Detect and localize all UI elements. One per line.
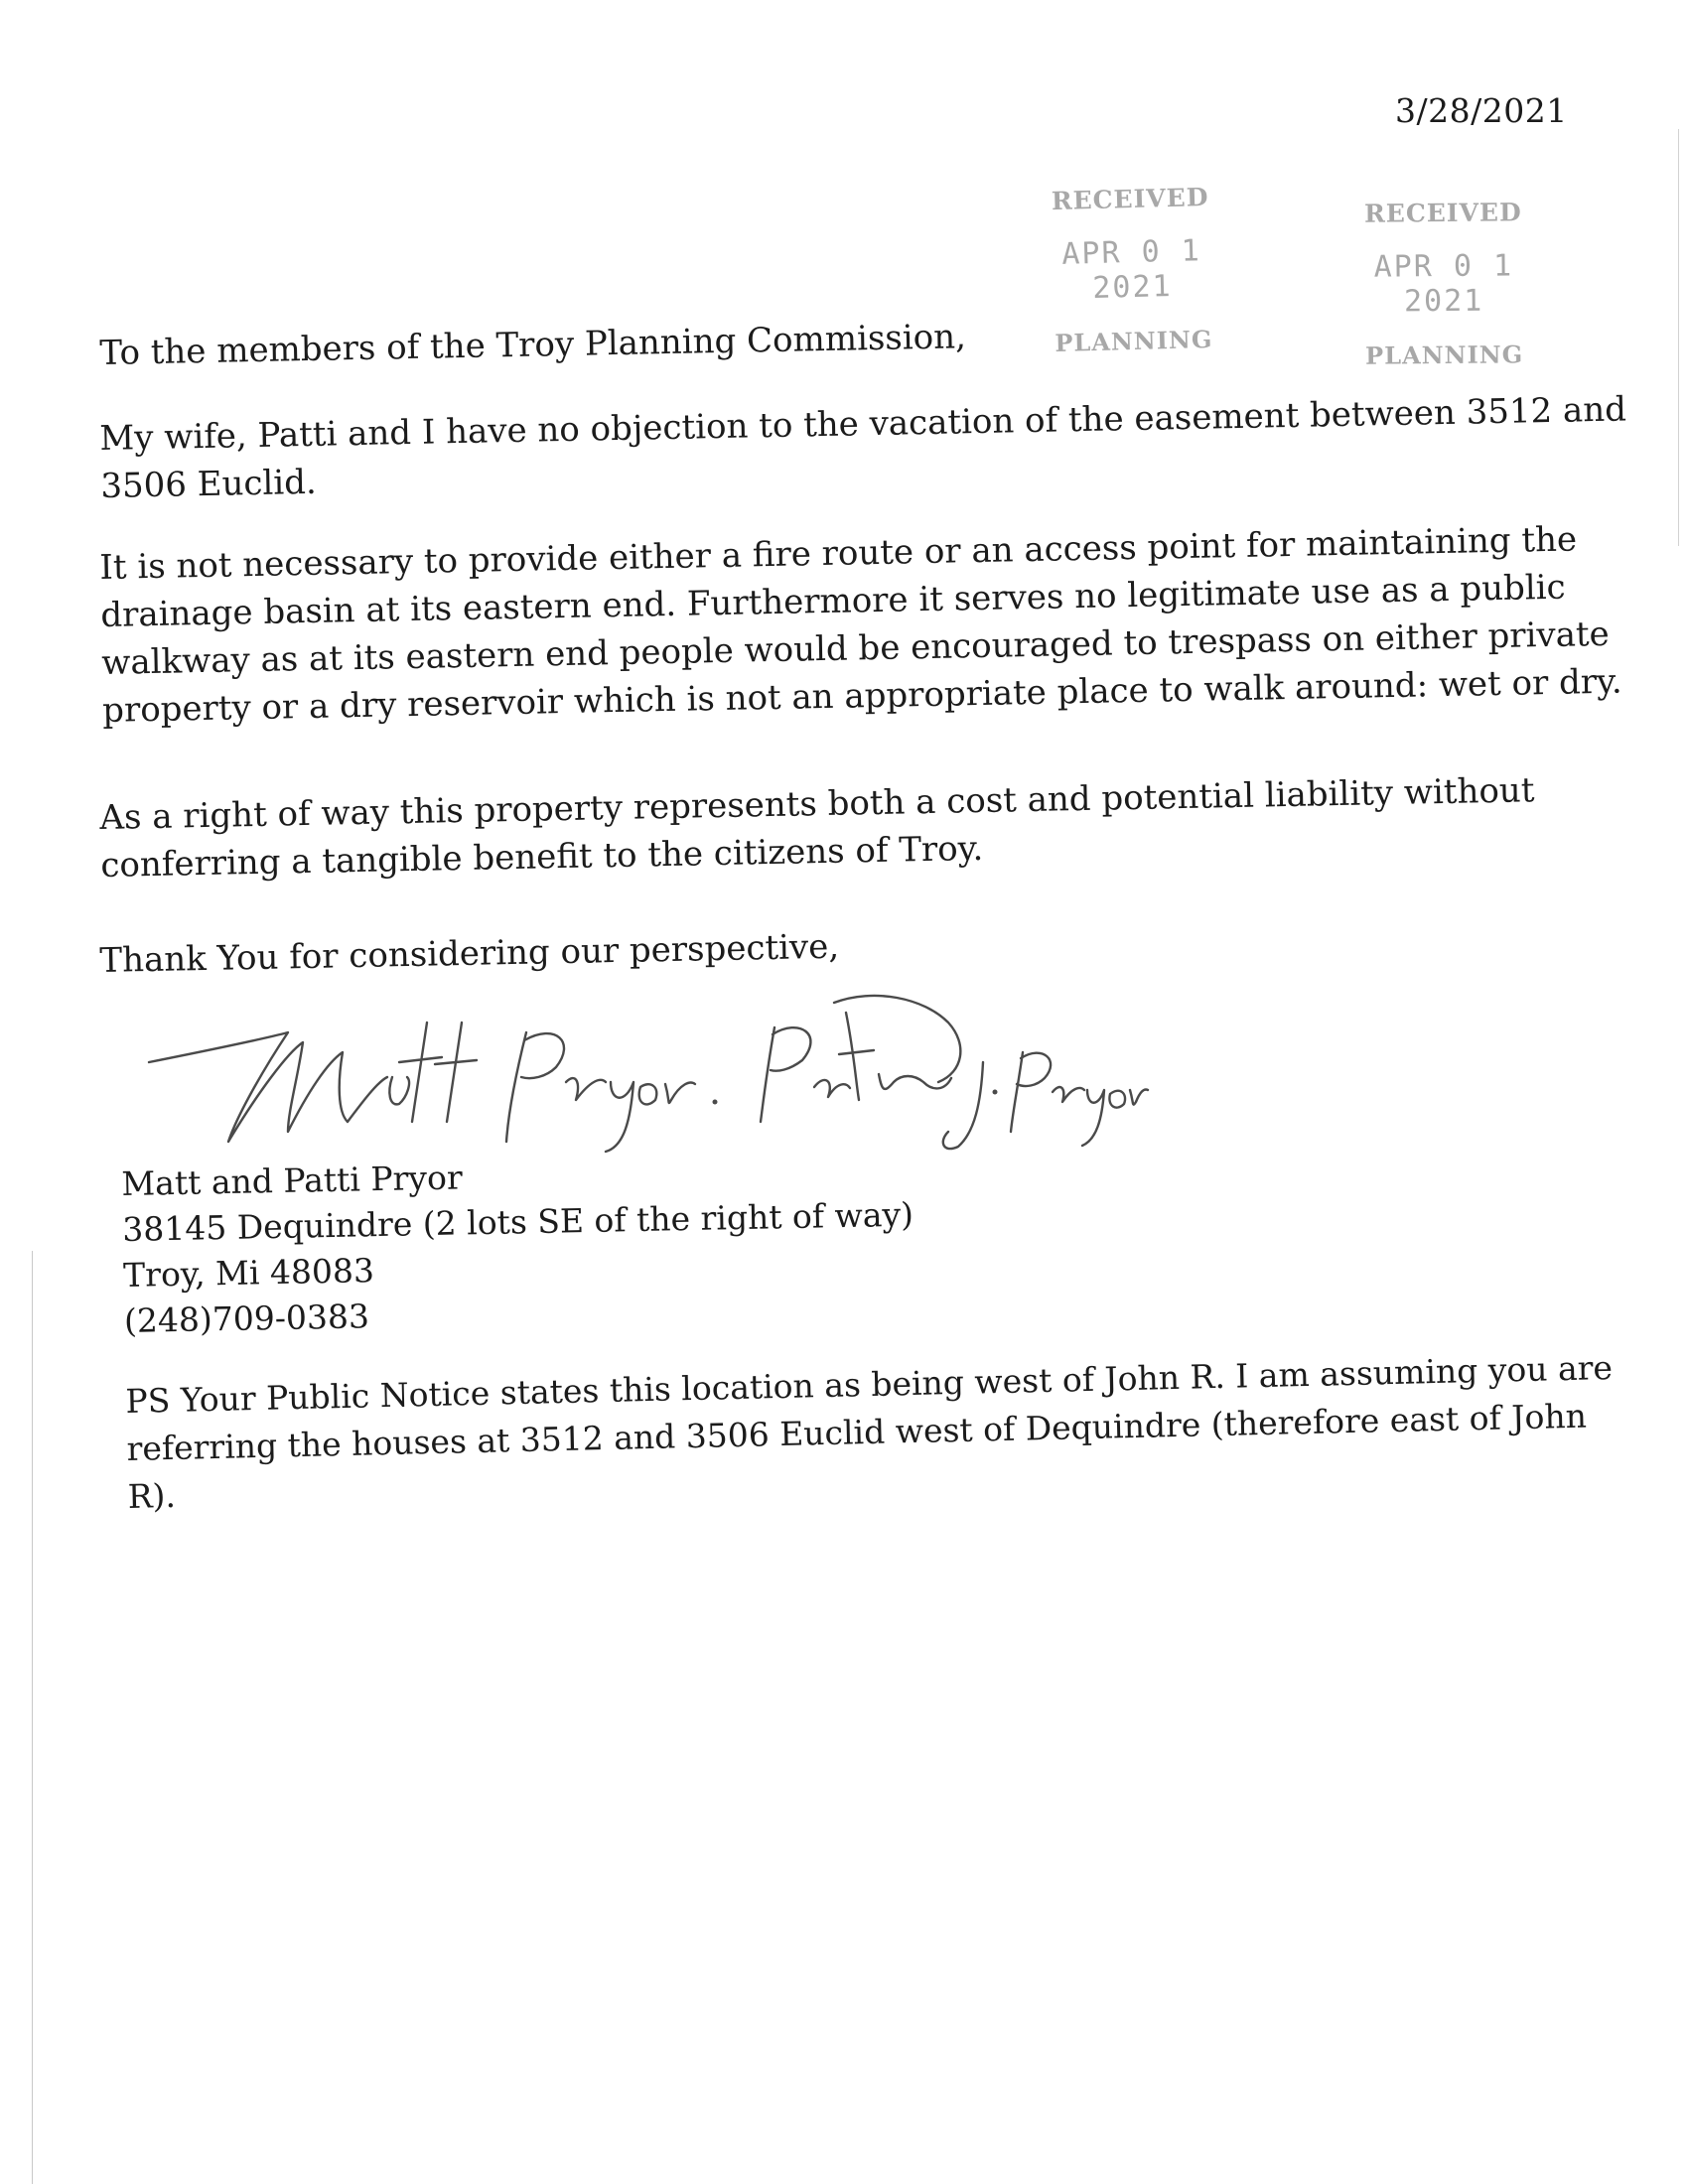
sender-city: Troy, Mi 48083 — [122, 1251, 375, 1295]
paragraph-liability: As a right of way this property represents both a cost and potential liability without conferring a tangible benefit to the citizens of Troy. — [99, 770, 1535, 886]
paragraph-no-objection: My wife, Patti and I have no objection to the vacation of the easement between 3512 and 3506 Euclid. — [99, 389, 1627, 506]
stamp-heading: RECEIVED — [1363, 198, 1522, 228]
postscript: PS Your Public Notice states this location as being west of John R. I am assuming you are referring the houses at 3512 and 3506 Euclid west of Dequindre (therefore east of John R). — [125, 1348, 1614, 1516]
sender-names: Matt and Patti Pryor — [121, 1158, 463, 1203]
closing-line: Thank You for considering our perspective, — [99, 926, 840, 981]
stamp-department: PLANNING — [1054, 324, 1213, 358]
scan-edge-line-right — [1678, 129, 1679, 546]
salutation: To the members of the Troy Planning Commission, — [99, 317, 967, 373]
sender-address-block — [121, 1147, 915, 1344]
stamp-department: PLANNING — [1364, 340, 1524, 370]
letter-date: 3/28/2021 — [1395, 91, 1568, 130]
sender-street: 38145 Dequindre (2 lots SE of the right of way) — [121, 1194, 914, 1249]
stamp-date: APR 0 1 2021 — [1060, 233, 1202, 307]
scan-edge-line-left — [32, 1251, 33, 2184]
paragraph-access-reasons: It is not necessary to provide either a fire route or an access point for maintaining the drainage basin at its eastern end. Furthermore it serves no legitimate use as a public walkway as at its eastern end people would be encouraged to trespass on either private property or a dry reservoir which is not an appropriate place to walk around: wet or dry. — [99, 519, 1622, 731]
stamp-date: APR 0 1 2021 — [1373, 248, 1514, 320]
signature-drawing — [139, 983, 1152, 1161]
handwritten-signature — [139, 983, 1152, 1161]
sender-phone: (248)709-0383 — [123, 1297, 370, 1340]
stamp-heading: RECEIVED — [1051, 182, 1209, 216]
